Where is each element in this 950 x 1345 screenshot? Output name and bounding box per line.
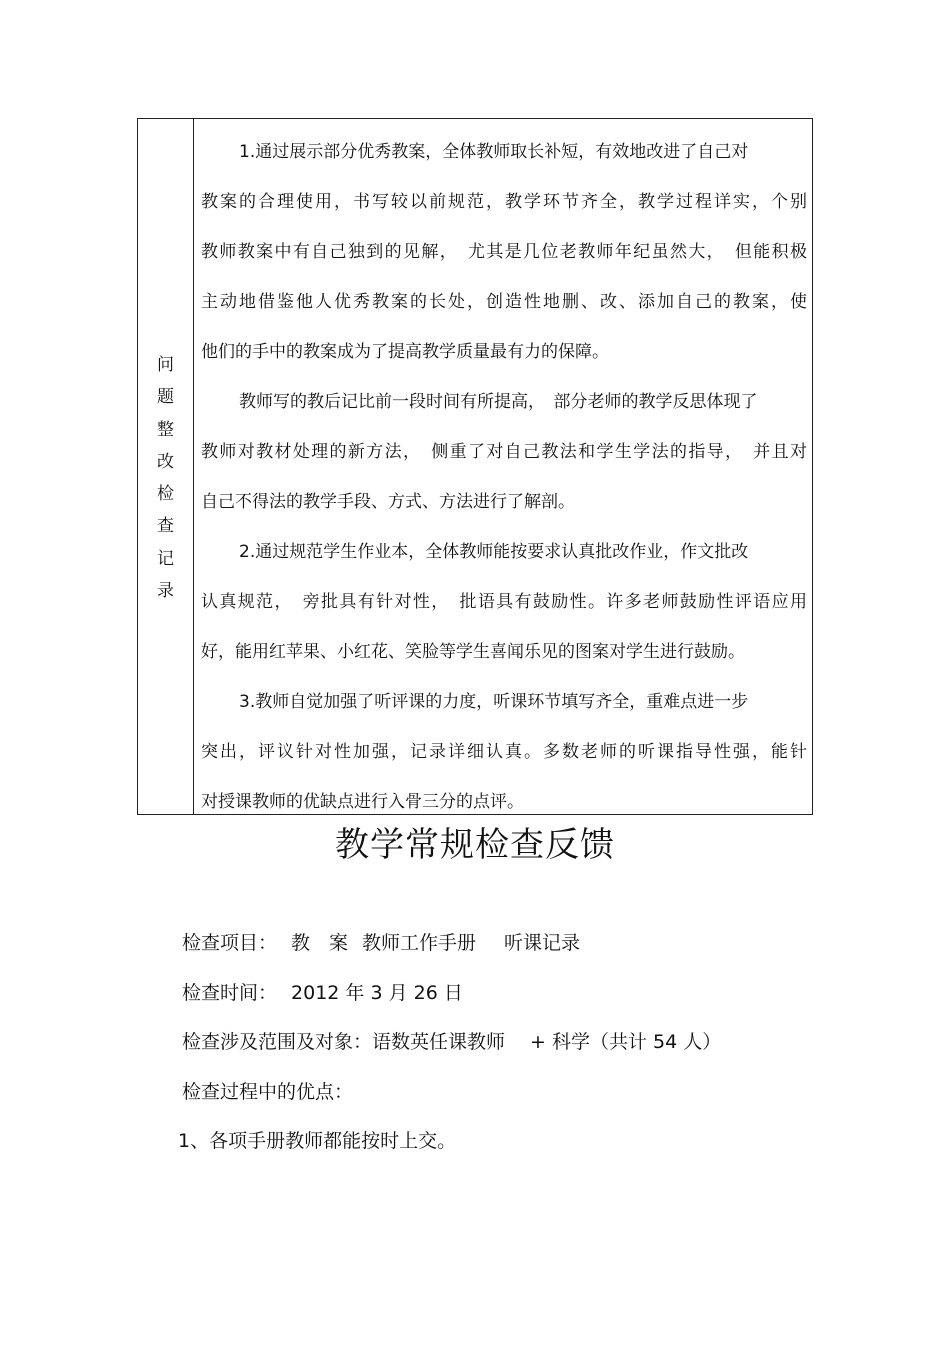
document-title: 教学常规检查反馈 [335, 825, 615, 865]
record-line: 教师教案中有自己独到的见解， 尤其是几位老教师年纪虽然大， 但能积极 [201, 242, 807, 262]
inspection-item: 教师工作手册 [362, 932, 477, 954]
inspection-record-table [137, 118, 813, 815]
inspection-time-line [182, 979, 463, 1007]
record-line: 2.通过规范学生作业本，全体教师能按要求认真批改作业，作文批改 [239, 542, 749, 562]
record-line: 好，能用红苹果、小红花、笑脸等学生喜闻乐见的图案对学生进行鼓励。 [201, 642, 745, 662]
merits-heading: 检查过程中的优点： [182, 1081, 354, 1103]
record-line: 他们的手中的教案成为了提高教学质量最有力的保障。 [201, 342, 609, 362]
record-content-cell [201, 127, 807, 827]
inspection-scope-label: 检查涉及范围及对象： [182, 1031, 373, 1053]
record-line: 主动地借鉴他人优秀教案的长处，创造性地删、改、添加自己的教案，使 [201, 292, 807, 312]
record-label-char: 问 [157, 355, 174, 375]
record-label-char: 整 [157, 419, 174, 440]
inspection-items-line [182, 929, 580, 957]
inspection-item: 听课记录 [504, 932, 581, 954]
record-line: 教师写的教后记比前一段时间有所提高， 部分老师的教学反思体现了 [239, 392, 758, 412]
record-label-char: 题 [157, 387, 174, 408]
record-label-char: 录 [157, 581, 174, 602]
record-label-char: 改 [157, 451, 174, 472]
record-line: 自己不得法的教学手段、方式、方法进行了解剖。 [201, 492, 575, 512]
record-line: 1.通过展示部分优秀教案，全体教师取长补短，有效地改进了自己对 [239, 142, 749, 162]
record-label-char: 检 [157, 484, 174, 505]
record-line: 教案的合理使用，书写较以前规范，教学环节齐全，教学过程详实，个别 [201, 192, 807, 212]
merit-item: 1、各项手册教师都能按时上交。 [178, 1130, 457, 1152]
inspection-scope-value: 语数英任课教师 + 科学（共计 54 人） [372, 1031, 722, 1053]
inspection-time-value: 2012 年 3 月 26 日 [291, 982, 463, 1004]
inspection-item: 教 案 [291, 932, 349, 954]
record-line: 突出，评议针对性加强，记录详细认真。多数老师的听课指导性强，能针 [201, 742, 807, 762]
record-line: 对授课教师的优缺点进行入骨三分的点评。 [201, 792, 524, 812]
record-label-text [138, 349, 193, 607]
record-line: 教师对教材处理的新方法， 侧重了对自己教法和学生学法的指导， 并且对 [201, 442, 807, 462]
inspection-items-label: 检查项目： [182, 932, 278, 954]
inspection-time-label: 检查时间： [182, 982, 278, 1004]
inspection-scope-line [182, 1028, 721, 1056]
record-label-cell [138, 119, 194, 814]
record-line: 认真规范， 旁批具有针对性， 批语具有鼓励性。许多老师鼓励性评语应用 [201, 592, 807, 612]
record-label-char: 查 [157, 516, 174, 537]
record-line: 3.教师自觉加强了听评课的力度，听课环节填写齐全，重难点进一步 [239, 692, 749, 712]
record-label-char: 记 [157, 548, 174, 569]
